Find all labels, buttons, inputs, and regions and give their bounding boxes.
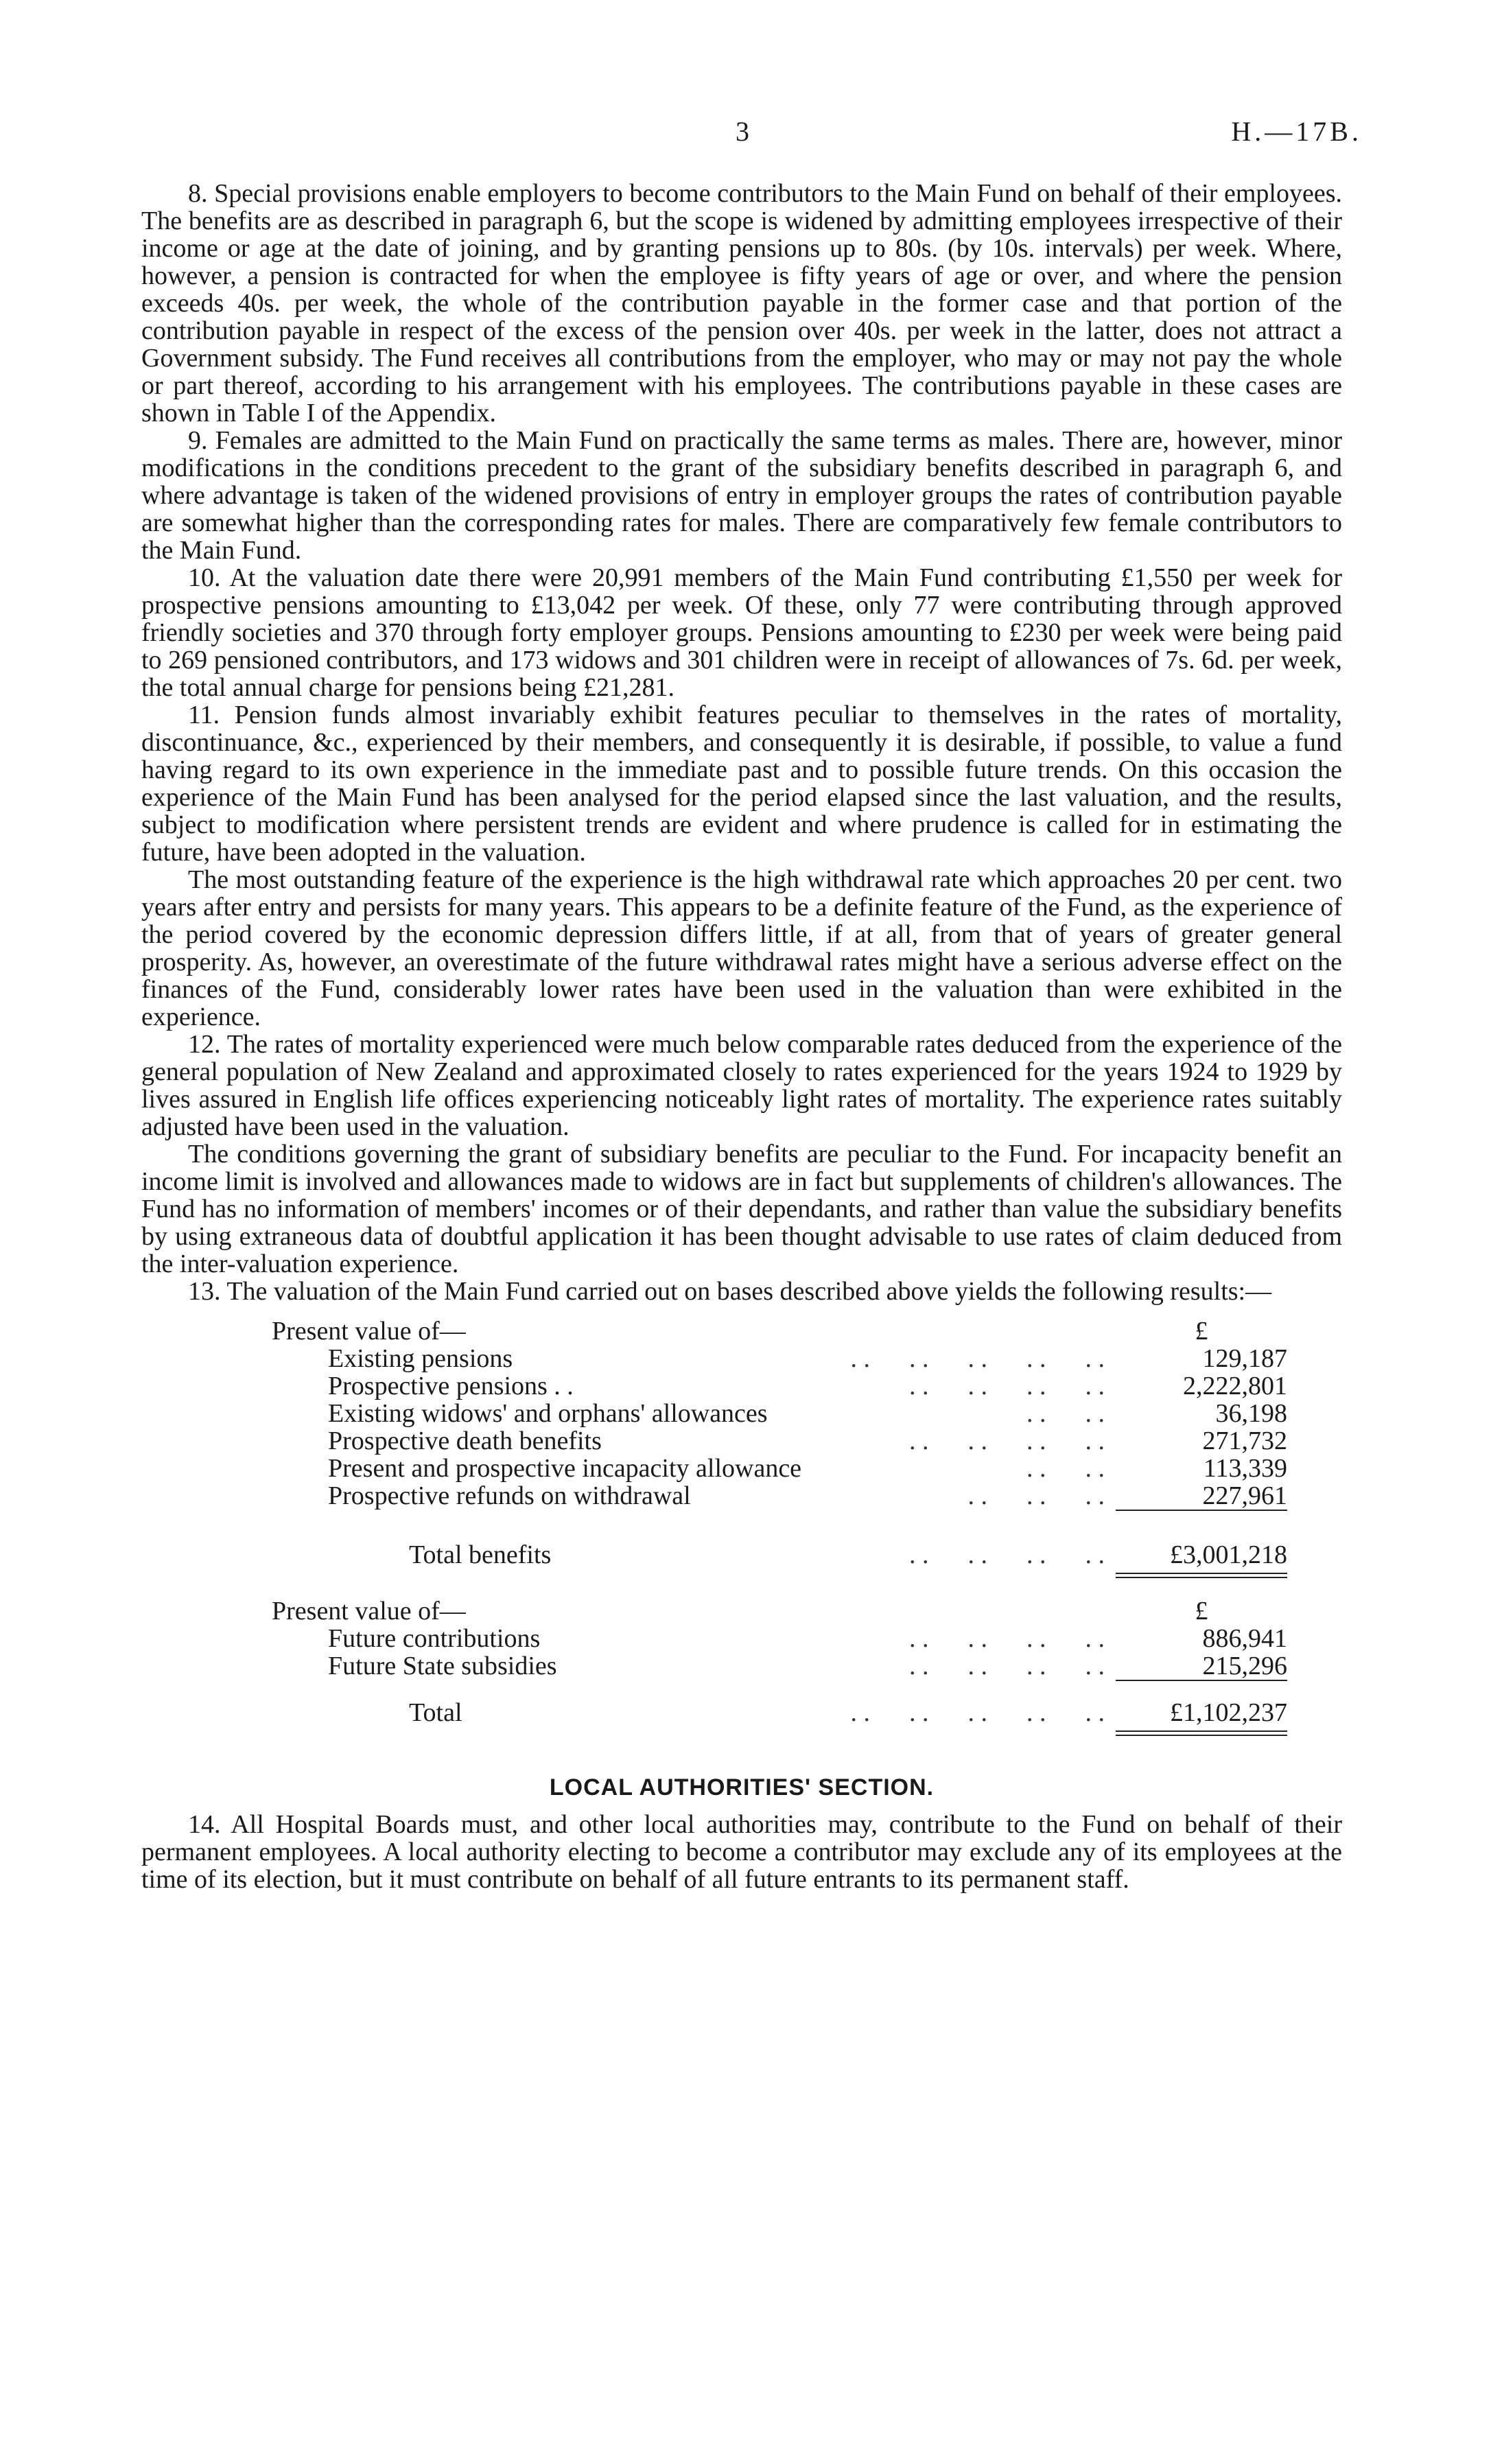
table-row: Future contributions . . . . . . . . 886,941 <box>272 1625 1287 1652</box>
paragraph-9: 9. Females are admitted to the Main Fund on practically the same terms as males. There are, however, minor modifications in the conditions precedent to the grant of the subsidiary benefits described in paragraph 6, and where advantage is taken of the widened provisions of entry in employer groups the rates of contribution payable are somewhat higher than the corresponding rates for males. There are comparatively few female contributors to the Main Fund. <box>141 426 1342 565</box>
row-label: Prospective refunds on withdrawal <box>328 1481 691 1510</box>
paragraph-12: 12. The rates of mortality experienced were much below comparable rates deduced from the experience of the general population of New Zealand and approximated closely to rates experienced for the years 1924 to 1929 by lives assured in English life offices experiencing noticeably light rates of mortality. The experience rates suitably adjusted have been used in the valuation. <box>141 1030 1342 1141</box>
assets-heading-row <box>272 1597 1287 1625</box>
paragraph-11-continued: The most outstanding feature of the experience is the high withdrawal rate which approaches 20 per cent. two years after entry and persists for many years. This appears to be a definite feature of the Fund, as the experience of the period covered by the economic depression differs little, if at all, from that of years of greater general prosperity. As, however, an overestimate of the future withdrawal rates might have a serious adverse effect on the finances of the Fund, considerably lower rates have been used in the valuation than were exhibited in the experience. <box>141 865 1342 1031</box>
assets-heading: Present value of— <box>272 1597 466 1626</box>
paragraph-14: 14. All Hospital Boards must, and other local authorities may, contribute to the Fund on behalf of their permanent employees. A local authority electing to become a contributor may exclude any of its employees at the time of its election, but it must contribute on behalf of all future entrants to its permanent staff. <box>141 1810 1342 1894</box>
row-label: Existing widows' and orphans' allowances <box>328 1399 768 1428</box>
row-amount: 215,296 <box>1202 1652 1287 1680</box>
assets-total-label: Total <box>409 1698 462 1727</box>
table-row: Present and prospective incapacity allowance . . . . 113,339 <box>272 1455 1287 1482</box>
row-amount: 36,198 <box>1215 1399 1287 1428</box>
benefits-heading-row <box>272 1317 1287 1345</box>
row-amount: 271,732 <box>1202 1427 1287 1455</box>
benefits-total-label: Total benefits <box>409 1540 552 1569</box>
row-amount: 227,961 <box>1202 1481 1287 1510</box>
table-row: Existing pensions . . . . . . . . . . 129,187 <box>272 1345 1287 1372</box>
row-amount: 2,222,801 <box>1183 1372 1287 1400</box>
benefits-total-row: Total benefits . . . . . . . . £3,001,218 <box>272 1541 1287 1569</box>
benefits-currency: £ <box>1195 1317 1208 1346</box>
paragraph-10: 10. At the valuation date there were 20,991 members of the Main Fund contributing £1,550 per week for prospective pensions amounting to £13,042 per week. Of these, only 77 were contributing through approved friendly societies and 370 through forty employer groups. Pensions amounting to £230 per week were being paid to 269 pensioned contributors, and 173 widows and 301 children were in receipt of allowances of 7s. 6d. per week, the total annual charge for pensions being £21,281. <box>141 563 1342 702</box>
row-amount: 129,187 <box>1202 1344 1287 1373</box>
total-rule <box>1116 1730 1287 1736</box>
paragraph-13: 13. The valuation of the Main Fund carried out on bases described above yields the following results:— <box>188 1277 1272 1306</box>
row-amount: 113,339 <box>1203 1454 1287 1483</box>
assets-currency: £ <box>1195 1597 1208 1626</box>
paragraph-11: 11. Pension funds almost invariably exhibit features peculiar to themselves in the rates of mortality, discontinuance, &c., experienced by their members, and consequently it is desirable, if possible, to value a fund having regard to its own experience in the immediate past and to possible future trends. On this occasion the experience of the Main Fund has been analysed for the period elapsed since the last valuation, and the results, subject to modification where persistent trends are evident and where prudence is called for in estimating the future, have been adopted in the valuation. <box>141 701 1342 867</box>
row-label: Future State subsidies <box>328 1652 557 1680</box>
row-label: Prospective pensions . . <box>328 1372 574 1400</box>
valuation-table <box>272 1317 1287 1736</box>
table-row: Future State subsidies . . . . . . . . 215,296 <box>272 1652 1287 1680</box>
benefits-total: £3,001,218 <box>1170 1540 1287 1569</box>
row-amount: 886,941 <box>1202 1624 1287 1653</box>
document-body <box>141 180 1342 1893</box>
page-number: 3 <box>736 116 751 147</box>
table-row: Existing widows' and orphans' allowances . . . . 36,198 <box>272 1400 1287 1427</box>
row-label: Existing pensions <box>328 1344 513 1373</box>
total-rule <box>1116 1573 1287 1578</box>
row-label: Future contributions <box>328 1624 541 1653</box>
assets-total-row: Total . . . . . . . . . . £1,102,237 <box>272 1699 1287 1726</box>
assets-total: £1,102,237 <box>1170 1698 1287 1727</box>
paragraph-8: 8. Special provisions enable employers to become contributors to the Main Fund on behalf of their employees. The benefits are as described in paragraph 6, but the scope is widened by admitting employees irrespective of their income or age at the date of joining, and by granting pensions up to 80s. (by 10s. intervals) per week. Where, however, a pension is contracted for when the employee is fifty years of age or over, and where the pension exceeds 40s. per week, the whole of the contribution payable in the former case and that portion of the contribution payable in respect of the excess of the pension over 40s. per week in the latter, does not attract a Government subsidy. The Fund receives all contributions from the employer, who may or may not pay the whole or part thereof, according to his arrangement with his employees. The contributions payable in these cases are shown in Table I of the Appendix. <box>141 179 1342 427</box>
row-label: Present and prospective incapacity allowance <box>328 1454 802 1483</box>
table-row: Prospective pensions . . . . . . . . . . 2,222,801 <box>272 1372 1287 1400</box>
table-row: Prospective death benefits . . . . . . . . 271,732 <box>272 1427 1287 1455</box>
paragraph-12-continued: The conditions governing the grant of subsidiary benefits are peculiar to the Fund. For incapacity benefit an income limit is involved and allowances made to widows are in fact but supplements of children's allowances. The Fund has no information of members' incomes or of their dependants, and rather than value the subsidiary benefits by using extraneous data of doubtful application it has been thought advisable to use rates of claim deduced from the inter-valuation experience. <box>141 1140 1342 1278</box>
benefits-heading: Present value of— <box>272 1317 466 1346</box>
section-heading: LOCAL AUTHORITIES' SECTION. <box>549 1774 935 1800</box>
row-label: Prospective death benefits <box>328 1427 602 1455</box>
document-reference: H.—17B. <box>1231 116 1362 147</box>
table-row: Prospective refunds on withdrawal . . . . . . 227,961 <box>272 1482 1287 1510</box>
